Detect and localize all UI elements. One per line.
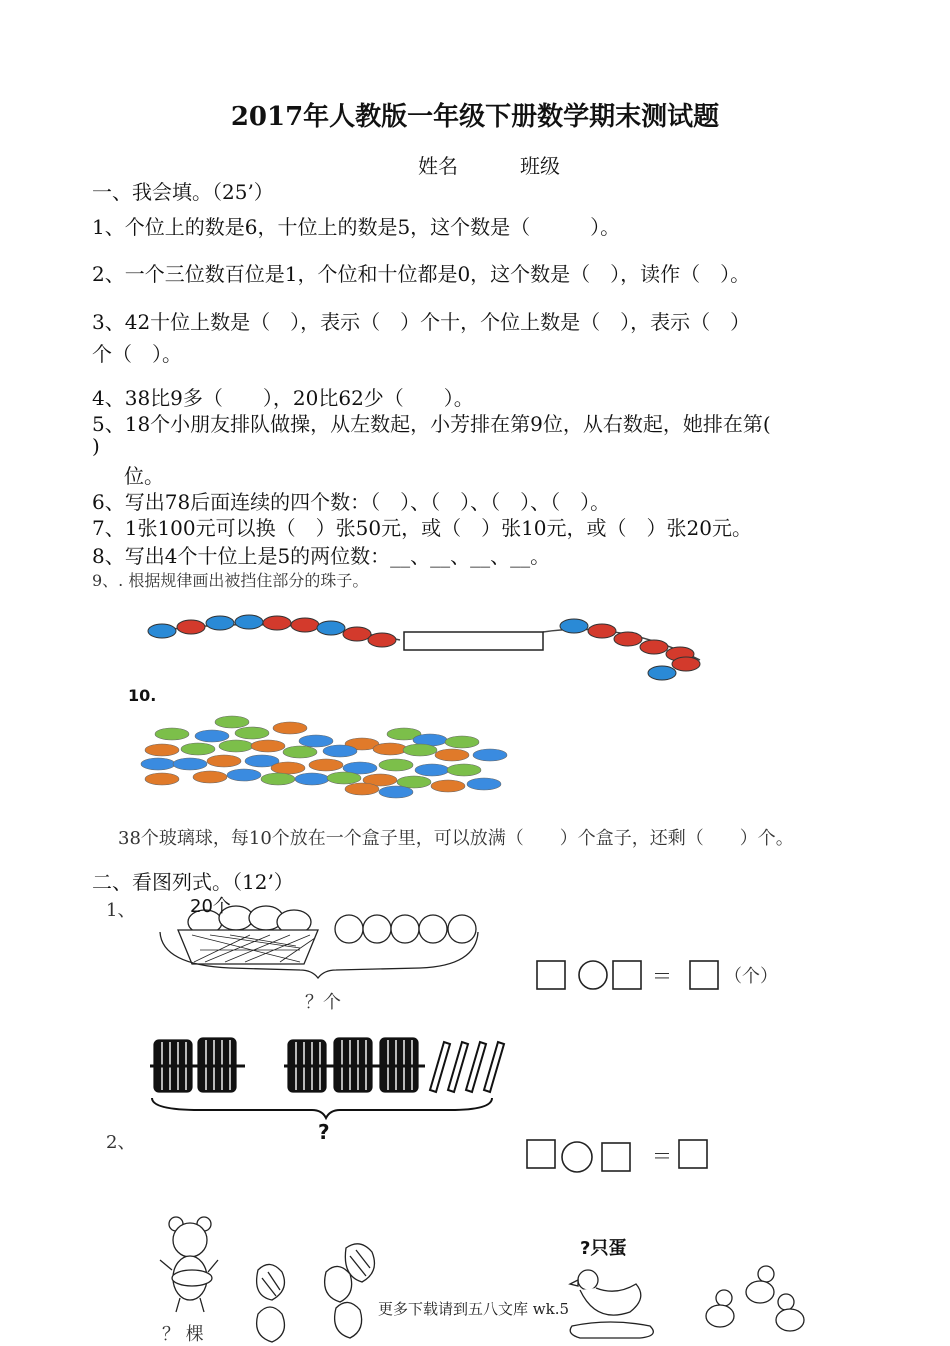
problem-2-equals: ＝ bbox=[652, 1144, 672, 1168]
question-9: 9、. 根据规律画出被挡住部分的珠子。 bbox=[92, 571, 369, 590]
problem-3-trees-question: ？ 棵 bbox=[162, 1324, 204, 1345]
problem-1-unit: （个） bbox=[724, 966, 778, 987]
problem-1-label: 1、 bbox=[106, 900, 136, 921]
answer-boxes-2 bbox=[527, 1140, 707, 1172]
question-4: 4、38比9多（ ），20比62少（ ）。 bbox=[92, 386, 474, 410]
problem-1-question: ？个 bbox=[305, 992, 341, 1013]
section2-heading: 二、看图列式。（12’） bbox=[92, 870, 294, 894]
chicks-illustration bbox=[706, 1266, 804, 1331]
hen-illustration bbox=[570, 1270, 653, 1338]
problem-2-question: ? bbox=[318, 1120, 330, 1144]
cabbages-illustration bbox=[257, 1244, 375, 1342]
footer-watermark: 更多下载请到五八文库 wk.5 bbox=[378, 1300, 570, 1318]
question-3-line1: 3、42十位上数是（ ），表示（ ）个十，个位上数是（ ），表示（ ） bbox=[92, 310, 751, 334]
question-1: 1、个位上的数是6，十位上的数是5，这个数是（ ）。 bbox=[92, 215, 621, 239]
question-7: 7、1张100元可以换（ ）张50元，或（ ）张10元，或（ ）张20元。 bbox=[92, 516, 752, 540]
class-label: 班级 bbox=[520, 154, 560, 178]
question-5-line3: 位。 bbox=[124, 464, 164, 488]
bear-illustration bbox=[160, 1217, 218, 1312]
problem-3-eggs-question: ?只蛋 bbox=[580, 1238, 627, 1259]
question-5-line2: ) bbox=[92, 434, 100, 458]
answer-boxes-1 bbox=[537, 961, 718, 989]
question-8: 8、写出4个十位上是5的两位数：__、__、__、__。 bbox=[92, 544, 551, 568]
name-label: 姓名 bbox=[418, 154, 458, 178]
stick-bundles-illustration bbox=[150, 1038, 504, 1118]
problem-1-equals: ＝ bbox=[652, 964, 672, 988]
question-3-line2: 个（ ）。 bbox=[92, 342, 182, 366]
question-10: 38个玻璃球，每10个放在一个盒子里，可以放满（ ）个盒子，还剩（ ）个。 bbox=[118, 828, 794, 849]
problem-1-count: 20个 bbox=[190, 896, 231, 917]
question-5-line1: 5、18个小朋友排队做操，从左数起，小芳排在第9位，从右数起，她排在第( bbox=[92, 412, 771, 436]
question-6: 6、写出78后面连续的四个数：（ ）、（ ）、（ ）、（ ）。 bbox=[92, 490, 611, 514]
question-2: 2、一个三位数百位是1，个位和十位都是0，这个数是（ ），读作（ ）。 bbox=[92, 262, 751, 286]
question-10-label: 10. bbox=[128, 686, 157, 705]
section1-heading: 一、我会填。（25’） bbox=[92, 180, 274, 204]
page-title: 2017年人教版一年级下册数学期末测试题 bbox=[230, 102, 720, 132]
problem-2-label: 2、 bbox=[106, 1132, 136, 1153]
glass-balls-illustration bbox=[141, 716, 507, 798]
bead-string-illustration bbox=[148, 615, 700, 680]
